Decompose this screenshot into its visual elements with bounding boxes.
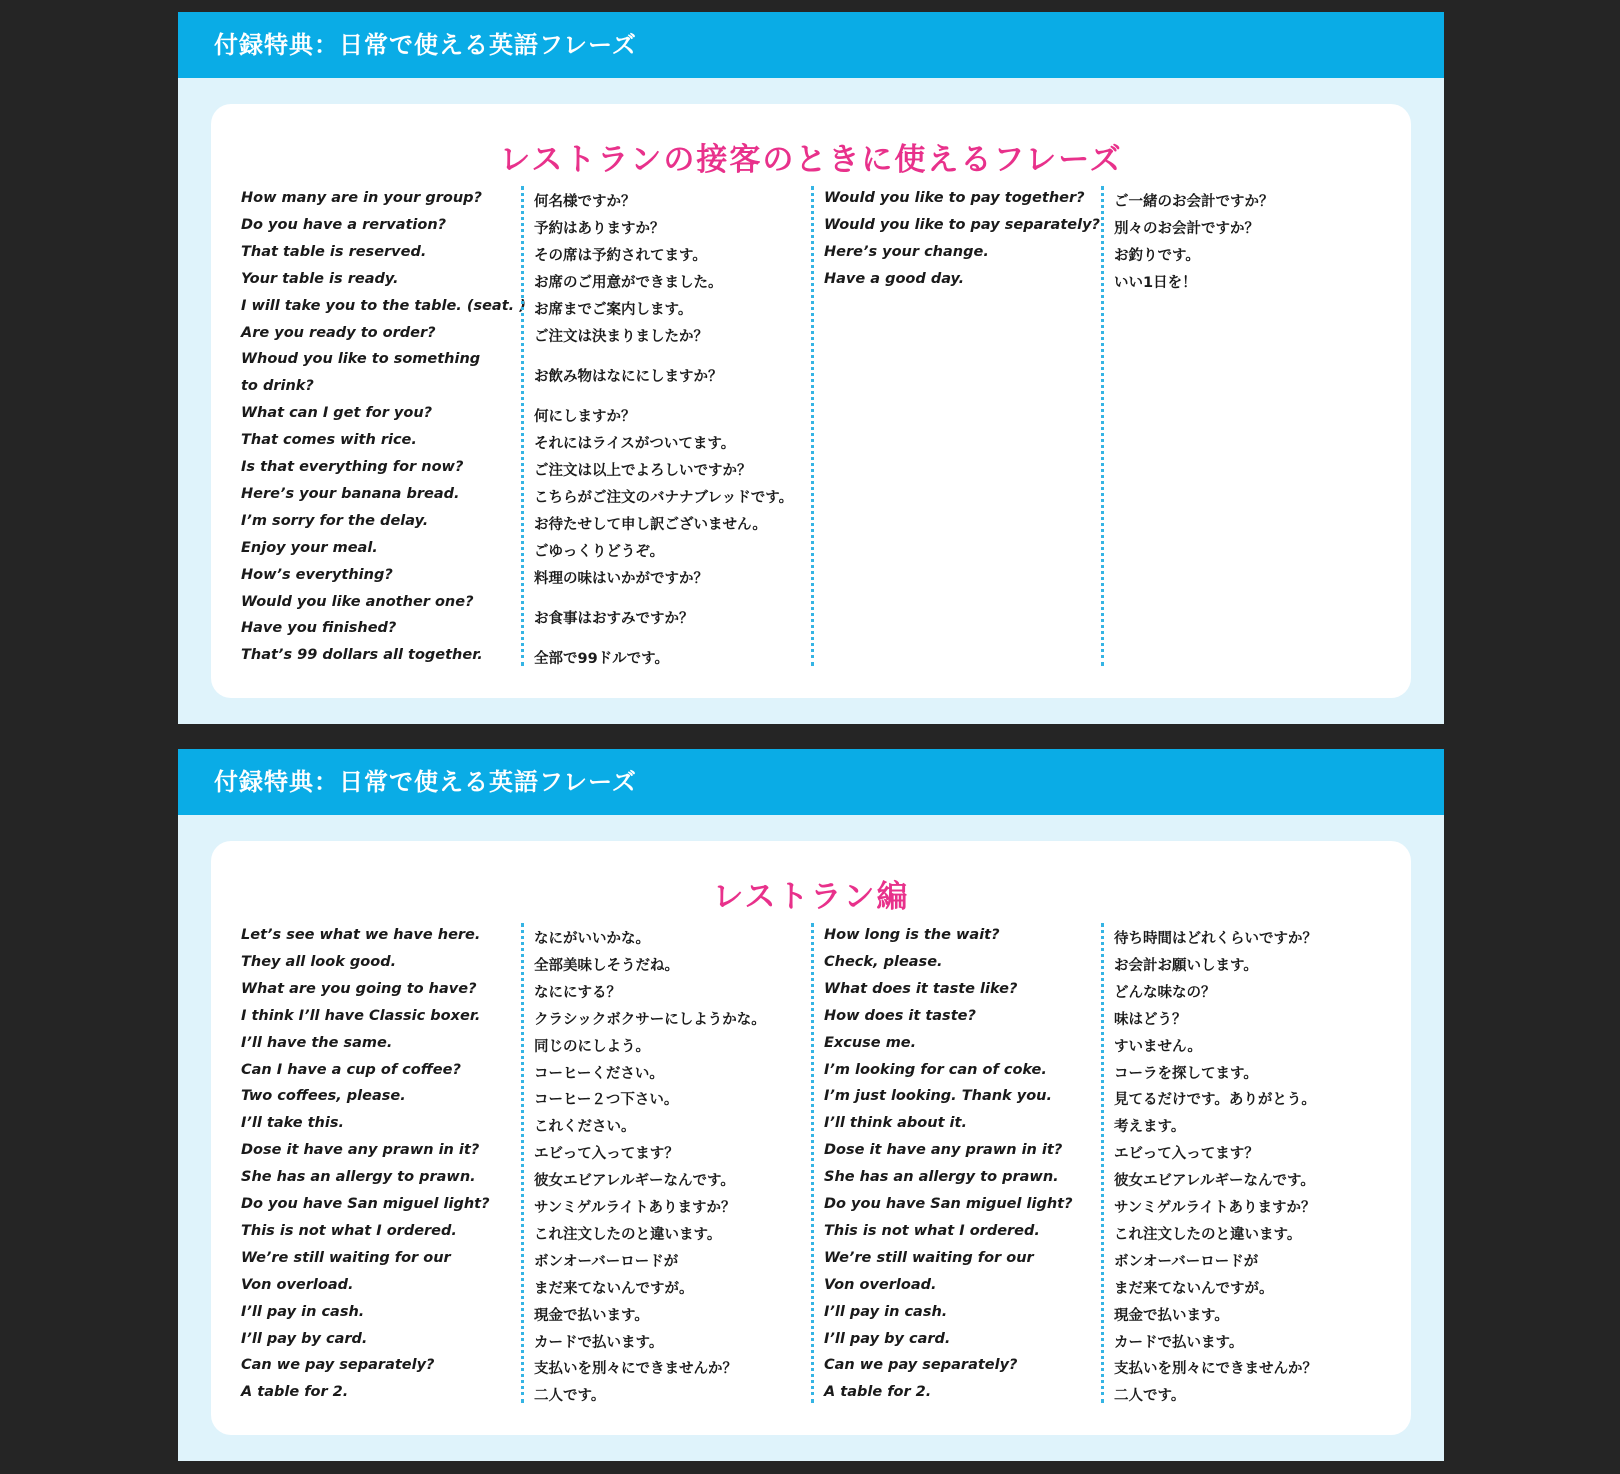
- phrase-line: いい1日を！: [1114, 274, 1197, 291]
- phrase-line: 予約はありますか？: [534, 220, 665, 237]
- phrase-line: I’ll have the same.: [241, 1034, 393, 1051]
- phrase-line: A table for 2.: [241, 1384, 349, 1401]
- phrase-line: Are you ready to order?: [241, 324, 436, 341]
- phrase-line: Let’s see what we have here.: [241, 927, 481, 943]
- phrase-line: お席のご用意ができました。: [534, 274, 723, 291]
- phrase-line: Would you like to pay separately?: [824, 216, 1100, 233]
- phrase-line: 同じのにしよう。: [534, 1038, 650, 1055]
- phrase-line: I’ll take this.: [241, 1115, 344, 1132]
- phrase-line: I’ll pay in cash.: [241, 1303, 365, 1320]
- phrase-line: I’ll pay in cash.: [824, 1303, 948, 1320]
- phrase-column-english-1: [241, 923, 531, 1403]
- page-title: レストランの接客のときに使えるフレーズ: [499, 142, 1123, 178]
- phrase-line: What are you going to have?: [241, 980, 477, 997]
- phrase-line: This is not what I ordered.: [241, 1222, 457, 1239]
- phrase-line: 全部美味しそうだね。: [534, 957, 679, 974]
- phrase-line: ボンオーバーロードが: [1114, 1253, 1259, 1270]
- phrase-line: Excuse me.: [824, 1034, 917, 1051]
- phrase-line: Can we pay separately?: [241, 1357, 435, 1374]
- phrase-line: What does it taste like?: [824, 980, 1018, 997]
- phrase-line: クラシックボクサーにしようかな。: [534, 1011, 766, 1028]
- phrase-line: 彼女エビアレルギーなんです。: [534, 1173, 735, 1190]
- phrase-card: [211, 104, 1411, 698]
- phrase-line: Would you like another one?: [241, 593, 474, 610]
- phrase-column-japanese-1: [521, 186, 811, 666]
- phrase-line: これ注文したのと違います。: [534, 1226, 722, 1243]
- phrase-line: ご一緒のお会計ですか？: [1114, 194, 1274, 210]
- phrase-line: これください。: [534, 1119, 636, 1136]
- page-title: レストラン編: [712, 879, 910, 915]
- phrase-column-english-2: [811, 186, 1101, 666]
- phrase-line: Here’s your change.: [824, 243, 989, 260]
- page-banner: 付録特典：日常で使える英語フレーズ: [178, 749, 1444, 815]
- phrase-line: 待ち時間はどれくらいですか？: [1114, 931, 1317, 947]
- phrase-line: お会計お願いします。: [1114, 957, 1258, 974]
- phrase-line: They all look good.: [241, 953, 397, 970]
- phrase-line: 料理の味はいかがですか？: [534, 570, 708, 587]
- phrase-line: まだ来てないんですが。: [1114, 1280, 1274, 1297]
- phrase-line: カードで払います。: [1114, 1334, 1244, 1351]
- phrase-line: Enjoy your meal.: [241, 539, 378, 556]
- page-banner: 付録特典：日常で使える英語フレーズ: [178, 12, 1444, 78]
- phrase-line: Can I have a cup of coffee?: [241, 1061, 461, 1078]
- phrase-line: コーヒー２つ下さい。: [534, 1092, 679, 1109]
- phrase-line: Do you have San miguel light?: [241, 1196, 490, 1212]
- phrase-line: 現金で払います。: [534, 1307, 649, 1324]
- phrase-line: Von overload.: [824, 1276, 937, 1293]
- phrase-line: こちらがご注文のバナナブレッドです。: [534, 489, 794, 506]
- phrase-line: That comes with rice.: [241, 432, 417, 449]
- phrase-line: 味はどう？: [1114, 1011, 1187, 1028]
- phrase-page-restaurant: [178, 749, 1444, 1461]
- phrase-line: ごゆっくりどうぞ。: [534, 543, 665, 560]
- phrase-line: ご注文は決まりましたか？: [534, 328, 708, 345]
- phrase-line: I’m looking for can of coke.: [824, 1061, 1047, 1078]
- phrase-line: How does it taste?: [824, 1007, 976, 1024]
- phrase-line: すいません。: [1114, 1038, 1202, 1055]
- phrase-column-japanese-2: [1101, 923, 1391, 1403]
- phrase-column-japanese-1: [521, 923, 811, 1403]
- phrase-line: to drink?: [241, 378, 314, 395]
- phrase-card: [211, 841, 1411, 1435]
- phrase-line: This is not what I ordered.: [824, 1222, 1040, 1239]
- phrase-line: Is that everything for now?: [241, 459, 464, 475]
- phrase-line: これ注文したのと違います。: [1114, 1226, 1302, 1243]
- phrase-line: なにがいいかな。: [534, 931, 650, 947]
- phrase-line: Have a good day.: [824, 270, 965, 287]
- phrase-line: How many are in your group?: [241, 190, 482, 206]
- phrase-line: ご注文は以上でよろしいですか？: [534, 463, 752, 479]
- phrase-line: Check, please.: [824, 953, 943, 970]
- phrase-line: ボンオーバーロードが: [534, 1253, 679, 1270]
- phrase-line: コーラを探してます。: [1114, 1065, 1258, 1082]
- phrase-line: お釣りです。: [1114, 247, 1200, 264]
- phrase-line: サンミゲルライトありますか？: [534, 1200, 736, 1216]
- phrase-line: I’ll think about it.: [824, 1115, 967, 1132]
- phrase-line: She has an allergy to prawn.: [824, 1169, 1059, 1186]
- phrase-line: I will take you to the table. (seat. ): [241, 297, 526, 314]
- phrase-line: それにはライスがついてます。: [534, 436, 736, 453]
- phrase-line: コーヒーください。: [534, 1065, 664, 1082]
- phrase-line: お待たせして申し訳ございません。: [534, 516, 767, 533]
- phrase-line: 別々のお会計ですか？: [1114, 220, 1259, 237]
- phrase-line: Do you have a rervation?: [241, 216, 447, 233]
- phrase-line: Von overload.: [241, 1276, 354, 1293]
- phrase-line: Have you finished?: [241, 620, 397, 637]
- phrase-line: 支払いを別々にできませんか？: [534, 1361, 737, 1378]
- phrase-line: Dose it have any prawn in it?: [824, 1142, 1063, 1159]
- phrase-line: Do you have San miguel light?: [824, 1196, 1073, 1212]
- phrase-line: How’s everything?: [241, 566, 393, 583]
- phrase-line: 二人です。: [1114, 1388, 1186, 1405]
- phrase-line: Can we pay separately?: [824, 1357, 1018, 1374]
- phrase-line: 支払いを別々にできませんか？: [1114, 1361, 1317, 1378]
- phrase-line: I’m sorry for the delay.: [241, 512, 429, 529]
- phrase-line: 彼女エビアレルギーなんです。: [1114, 1173, 1315, 1190]
- phrase-line: Your table is ready.: [241, 270, 399, 287]
- phrase-line: What can I get for you?: [241, 405, 433, 422]
- phrase-line: That’s 99 dollars all together.: [241, 647, 483, 664]
- phrase-line: How long is the wait?: [824, 927, 1000, 943]
- phrase-column-japanese-2: [1101, 186, 1391, 666]
- phrase-line: A table for 2.: [824, 1384, 932, 1401]
- phrase-line: We’re still waiting for our: [824, 1249, 1034, 1266]
- phrase-line: 見てるだけです。ありがとう。: [1114, 1092, 1316, 1109]
- phrase-line: That table is reserved.: [241, 243, 427, 260]
- phrase-line: エビって入ってます？: [1114, 1146, 1259, 1163]
- phrase-line: 何にしますか？: [534, 409, 636, 426]
- phrase-line: その席は予約されてます。: [534, 247, 707, 264]
- phrase-column-english-1: [241, 186, 531, 666]
- phrase-line: お飲み物はなににしますか？: [534, 368, 723, 385]
- phrase-line: Dose it have any prawn in it?: [241, 1142, 480, 1159]
- phrase-line: エビって入ってます？: [534, 1146, 679, 1163]
- phrase-line: Would you like to pay together?: [824, 190, 1085, 206]
- phrase-line: Here’s your banana bread.: [241, 485, 460, 502]
- phrase-line: I’m just looking. Thank you.: [824, 1088, 1052, 1105]
- phrase-line: 二人です。: [534, 1388, 606, 1405]
- phrase-line: なににする？: [534, 984, 621, 1001]
- phrase-column-english-2: [811, 923, 1101, 1403]
- phrase-line: Whoud you like to something: [241, 351, 481, 368]
- phrase-line: お席までご案内します。: [534, 301, 693, 318]
- phrase-line: サンミゲルライトありますか？: [1114, 1200, 1316, 1216]
- phrase-line: お食事はおすみですか？: [534, 610, 694, 627]
- phrase-line: I think I’ll have Classic boxer.: [241, 1007, 481, 1024]
- phrase-line: 現金で払います。: [1114, 1307, 1229, 1324]
- phrase-page-staff: [178, 12, 1444, 724]
- phrase-line: どんな味なの？: [1114, 984, 1216, 1001]
- phrase-line: まだ来てないんですが。: [534, 1280, 694, 1297]
- phrase-line: 全部で99ドルです。: [534, 651, 670, 668]
- phrase-line: We’re still waiting for our: [241, 1249, 451, 1266]
- phrase-line: Two coffees, please.: [241, 1088, 406, 1105]
- phrase-line: カードで払います。: [534, 1334, 664, 1351]
- phrase-line: I’ll pay by card.: [241, 1330, 368, 1347]
- phrase-line: She has an allergy to prawn.: [241, 1169, 476, 1186]
- phrase-line: I’ll pay by card.: [824, 1330, 951, 1347]
- phrase-line: 何名様ですか？: [534, 194, 636, 210]
- phrase-line: 考えます。: [1114, 1119, 1186, 1136]
